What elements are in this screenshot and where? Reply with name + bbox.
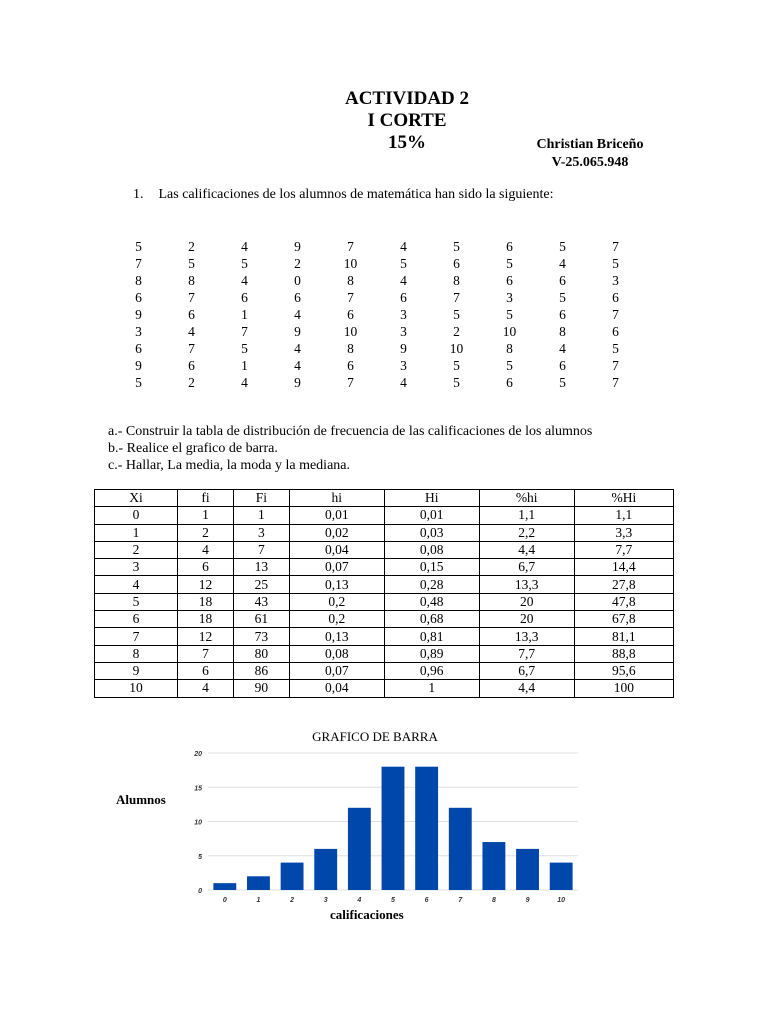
- frequency-cell: 18: [178, 611, 234, 628]
- bar-chart: [180, 745, 590, 905]
- grade-cell: 10: [343, 256, 358, 271]
- frequency-cell: 90: [233, 680, 289, 697]
- grade-cell: 4: [294, 341, 301, 356]
- bar: [482, 842, 505, 890]
- grade-cell: 0: [294, 273, 301, 288]
- chart-title: GRAFICO DE BARRA: [312, 729, 438, 744]
- grade-cell: 6: [135, 290, 142, 305]
- frequency-cell: 0,68: [384, 611, 479, 628]
- frequency-cell: 13: [233, 559, 289, 576]
- grade-cell: 8: [506, 341, 513, 356]
- frequency-cell: 0,28: [384, 576, 479, 593]
- frequency-cell: 27,8: [574, 576, 673, 593]
- grades-row: [112, 272, 642, 289]
- frequency-header-cell: %Hi: [574, 490, 673, 507]
- frequency-cell: 95,6: [574, 662, 673, 679]
- author-id: V-25.065.948: [551, 155, 629, 170]
- grade-cell: 4: [294, 307, 301, 322]
- bar: [281, 863, 304, 890]
- frequency-cell: 86: [233, 662, 289, 679]
- frequency-cell: 5: [95, 593, 178, 610]
- y-tick-label: 5: [198, 853, 202, 861]
- grade-cell: 9: [294, 324, 301, 339]
- grade-cell: 6: [294, 290, 301, 305]
- frequency-cell: 13,3: [479, 628, 574, 645]
- grade-cell: 5: [559, 290, 566, 305]
- grade-cell: 7: [612, 239, 619, 254]
- bar: [348, 808, 371, 890]
- bar: [415, 767, 438, 890]
- frequency-cell: 6,7: [479, 662, 574, 679]
- frequency-cell: 4: [178, 541, 234, 558]
- grade-cell: 2: [188, 375, 195, 390]
- grade-cell: 5: [135, 239, 142, 254]
- grade-cell: 6: [188, 358, 195, 373]
- frequency-header-cell: Fi: [233, 490, 289, 507]
- frequency-cell: 2: [178, 524, 234, 541]
- grade-cell: 5: [453, 375, 460, 390]
- grade-cell: 3: [612, 273, 619, 288]
- frequency-cell: 0,2: [289, 611, 384, 628]
- frequency-header-cell: fi: [178, 490, 234, 507]
- frequency-cell: 0,81: [384, 628, 479, 645]
- frequency-cell: 0,96: [384, 662, 479, 679]
- y-tick-label: 10: [194, 819, 202, 827]
- grades-row: [112, 255, 642, 272]
- frequency-cell: 0,2: [289, 593, 384, 610]
- grade-cell: 5: [506, 358, 513, 373]
- grade-cell: 5: [241, 341, 248, 356]
- grade-cell: 5: [559, 239, 566, 254]
- grade-cell: 6: [453, 256, 460, 271]
- frequency-cell: 7: [95, 628, 178, 645]
- frequency-cell: 2: [95, 541, 178, 558]
- grades-row: [112, 289, 642, 306]
- frequency-cell: 4,4: [479, 680, 574, 697]
- grade-cell: 6: [559, 273, 566, 288]
- grade-cell: 5: [135, 375, 142, 390]
- frequency-cell: 0,15: [384, 559, 479, 576]
- x-tick-label: 0: [222, 897, 227, 904]
- grades-row: [112, 374, 642, 391]
- frequency-cell: 0: [95, 507, 178, 524]
- frequency-header-cell: %hi: [479, 490, 574, 507]
- frequency-row: [95, 576, 674, 593]
- frequency-row: [95, 628, 674, 645]
- grade-cell: 5: [453, 239, 460, 254]
- frequency-cell: 6: [95, 611, 178, 628]
- grade-cell: 3: [400, 307, 407, 322]
- grade-cell: 7: [612, 358, 619, 373]
- frequency-cell: 7,7: [574, 541, 673, 558]
- x-tick-label: 10: [557, 897, 566, 904]
- x-tick-label: 6: [424, 897, 429, 904]
- frequency-cell: 100: [574, 680, 673, 697]
- grade-cell: 6: [506, 375, 513, 390]
- frequency-cell: 3: [233, 524, 289, 541]
- grade-cell: 7: [453, 290, 460, 305]
- frequency-cell: 3: [95, 559, 178, 576]
- bar: [550, 863, 573, 890]
- frequency-cell: 0,08: [384, 541, 479, 558]
- bar: [449, 808, 472, 890]
- frequency-cell: 25: [233, 576, 289, 593]
- instruction-b: b.- Realice el grafico de barra.: [108, 441, 278, 456]
- grades-row: [112, 306, 642, 323]
- frequency-cell: 47,8: [574, 593, 673, 610]
- title-actividad: ACTIVIDAD 2: [344, 88, 470, 109]
- grade-cell: 5: [453, 307, 460, 322]
- frequency-cell: 10: [95, 680, 178, 697]
- frequency-row: [95, 524, 674, 541]
- frequency-table: [94, 489, 674, 698]
- y-tick-label: 15: [194, 785, 202, 793]
- frequency-cell: 12: [178, 628, 234, 645]
- grade-cell: 5: [506, 256, 513, 271]
- y-tick-label: 0: [198, 888, 202, 895]
- frequency-row: [95, 541, 674, 558]
- frequency-cell: 1,1: [479, 507, 574, 524]
- grade-cell: 5: [453, 358, 460, 373]
- grade-cell: 7: [612, 375, 619, 390]
- grade-cell: 1: [241, 307, 248, 322]
- grade-cell: 4: [294, 358, 301, 373]
- grades-grid: [112, 238, 642, 391]
- frequency-cell: 0,07: [289, 662, 384, 679]
- bar: [247, 876, 270, 890]
- x-tick-label: 8: [491, 897, 496, 904]
- frequency-row: [95, 593, 674, 610]
- grade-cell: 8: [453, 273, 460, 288]
- grades-row: [112, 357, 642, 374]
- frequency-cell: 7: [233, 541, 289, 558]
- grade-cell: 7: [347, 290, 354, 305]
- frequency-header-cell: hi: [289, 490, 384, 507]
- x-tick-label: 7: [458, 897, 463, 904]
- frequency-cell: 4: [178, 680, 234, 697]
- frequency-cell: 13,3: [479, 576, 574, 593]
- grade-cell: 4: [241, 273, 248, 288]
- instruction-c: c.- Hallar, La media, la moda y la mediana.: [108, 458, 350, 473]
- frequency-cell: 4,4: [479, 541, 574, 558]
- frequency-cell: 67,8: [574, 611, 673, 628]
- bar: [382, 767, 405, 890]
- frequency-cell: 12: [178, 576, 234, 593]
- grade-cell: 9: [294, 239, 301, 254]
- frequency-row: [95, 645, 674, 662]
- grade-cell: 6: [612, 290, 619, 305]
- grade-cell: 10: [343, 324, 358, 339]
- bar: [213, 883, 236, 890]
- frequency-cell: 6: [178, 559, 234, 576]
- grade-cell: 6: [506, 239, 513, 254]
- frequency-cell: 0,04: [289, 680, 384, 697]
- grades-row: [112, 340, 642, 357]
- grade-cell: 7: [188, 290, 195, 305]
- grade-cell: 5: [612, 341, 619, 356]
- grade-cell: 2: [453, 324, 460, 339]
- grade-cell: 9: [135, 358, 142, 373]
- grade-cell: 2: [188, 239, 195, 254]
- grade-cell: 7: [241, 324, 248, 339]
- question-text: Las calificaciones de los alumnos de matemática han sido la siguiente:: [158, 187, 554, 202]
- grade-cell: 6: [559, 307, 566, 322]
- frequency-cell: 73: [233, 628, 289, 645]
- frequency-row: [95, 559, 674, 576]
- frequency-cell: 6,7: [479, 559, 574, 576]
- author-name: Christian Briceño: [536, 137, 644, 152]
- grade-cell: 10: [502, 324, 517, 339]
- grade-cell: 7: [612, 307, 619, 322]
- frequency-cell: 0,07: [289, 559, 384, 576]
- grade-cell: 7: [188, 341, 195, 356]
- frequency-row: [95, 662, 674, 679]
- grade-cell: 8: [135, 273, 142, 288]
- x-tick-label: 9: [525, 897, 530, 904]
- grade-cell: 7: [135, 256, 142, 271]
- grade-cell: 9: [294, 375, 301, 390]
- x-tick-label: 2: [290, 897, 295, 904]
- grade-cell: 8: [347, 341, 354, 356]
- x-tick-label: 3: [323, 897, 328, 904]
- grades-row: [112, 323, 642, 340]
- frequency-cell: 9: [95, 662, 178, 679]
- chart-xlabel: calificaciones: [330, 907, 404, 922]
- question-1: [133, 187, 553, 203]
- grade-cell: 4: [400, 239, 407, 254]
- frequency-cell: 0,01: [384, 507, 479, 524]
- frequency-cell: 20: [479, 611, 574, 628]
- grade-cell: 4: [400, 273, 407, 288]
- grade-cell: 1: [241, 358, 248, 373]
- grade-cell: 4: [188, 324, 195, 339]
- frequency-row: [95, 680, 674, 697]
- frequency-row: [95, 507, 674, 524]
- bar: [516, 849, 539, 890]
- grade-cell: 8: [347, 273, 354, 288]
- grade-cell: 4: [559, 341, 566, 356]
- grade-cell: 6: [400, 290, 407, 305]
- frequency-cell: 14,4: [574, 559, 673, 576]
- grade-cell: 6: [188, 307, 195, 322]
- bar: [314, 849, 337, 890]
- frequency-cell: 3,3: [574, 524, 673, 541]
- frequency-cell: 61: [233, 611, 289, 628]
- grade-cell: 5: [506, 307, 513, 322]
- grade-cell: 4: [400, 375, 407, 390]
- instruction-a: a.- Construir la tabla de distribución de frecuencia de las calificaciones de los alumnos: [108, 424, 593, 439]
- frequency-cell: 43: [233, 593, 289, 610]
- frequency-cell: 0,48: [384, 593, 479, 610]
- x-tick-label: 5: [391, 897, 395, 904]
- frequency-cell: 20: [479, 593, 574, 610]
- grade-cell: 5: [559, 375, 566, 390]
- frequency-cell: 1: [384, 680, 479, 697]
- frequency-cell: 1: [95, 524, 178, 541]
- frequency-header-cell: Xi: [95, 490, 178, 507]
- grade-cell: 6: [347, 307, 354, 322]
- grade-cell: 5: [241, 256, 248, 271]
- frequency-cell: 0,13: [289, 628, 384, 645]
- x-tick-label: 4: [357, 897, 362, 904]
- frequency-cell: 0,04: [289, 541, 384, 558]
- grade-cell: 6: [559, 358, 566, 373]
- y-tick-label: 20: [194, 751, 202, 758]
- frequency-cell: 0,08: [289, 645, 384, 662]
- grade-cell: 5: [612, 256, 619, 271]
- frequency-cell: 0,01: [289, 507, 384, 524]
- question-number: 1.: [133, 187, 144, 202]
- grade-cell: 4: [241, 239, 248, 254]
- grade-cell: 2: [294, 256, 301, 271]
- frequency-cell: 81,1: [574, 628, 673, 645]
- title-corte: I CORTE: [367, 110, 447, 131]
- grade-cell: 5: [188, 256, 195, 271]
- frequency-cell: 88,8: [574, 645, 673, 662]
- frequency-cell: 7: [178, 645, 234, 662]
- frequency-header-cell: Hi: [384, 490, 479, 507]
- x-tick-label: 1: [256, 897, 261, 904]
- grade-cell: 6: [612, 324, 619, 339]
- frequency-cell: 1: [233, 507, 289, 524]
- grade-cell: 9: [135, 307, 142, 322]
- frequency-row: [95, 611, 674, 628]
- grade-cell: 6: [506, 273, 513, 288]
- grade-cell: 6: [241, 290, 248, 305]
- grade-cell: 10: [449, 341, 464, 356]
- chart-ylabel: Alumnos: [116, 792, 166, 807]
- grade-cell: 7: [347, 239, 354, 254]
- grade-cell: 5: [400, 256, 407, 271]
- frequency-cell: 4: [95, 576, 178, 593]
- frequency-cell: 1,1: [574, 507, 673, 524]
- frequency-table-header: [95, 490, 674, 507]
- frequency-cell: 8: [95, 645, 178, 662]
- grade-cell: 4: [241, 375, 248, 390]
- frequency-cell: 2,2: [479, 524, 574, 541]
- frequency-cell: 6: [178, 662, 234, 679]
- grade-cell: 8: [188, 273, 195, 288]
- frequency-cell: 0,89: [384, 645, 479, 662]
- frequency-cell: 0,02: [289, 524, 384, 541]
- grade-cell: 3: [400, 358, 407, 373]
- frequency-cell: 7,7: [479, 645, 574, 662]
- grade-cell: 6: [347, 358, 354, 373]
- frequency-cell: 80: [233, 645, 289, 662]
- grade-cell: 7: [347, 375, 354, 390]
- frequency-cell: 0,03: [384, 524, 479, 541]
- grade-cell: 6: [135, 341, 142, 356]
- grade-cell: 4: [559, 256, 566, 271]
- grades-row: [112, 238, 642, 255]
- grade-cell: 9: [400, 341, 407, 356]
- grade-cell: 3: [400, 324, 407, 339]
- grade-cell: 8: [559, 324, 566, 339]
- grade-cell: 3: [506, 290, 513, 305]
- frequency-cell: 1: [178, 507, 234, 524]
- frequency-cell: 18: [178, 593, 234, 610]
- title-percent: 15%: [388, 132, 426, 153]
- frequency-cell: 0,13: [289, 576, 384, 593]
- grade-cell: 3: [135, 324, 142, 339]
